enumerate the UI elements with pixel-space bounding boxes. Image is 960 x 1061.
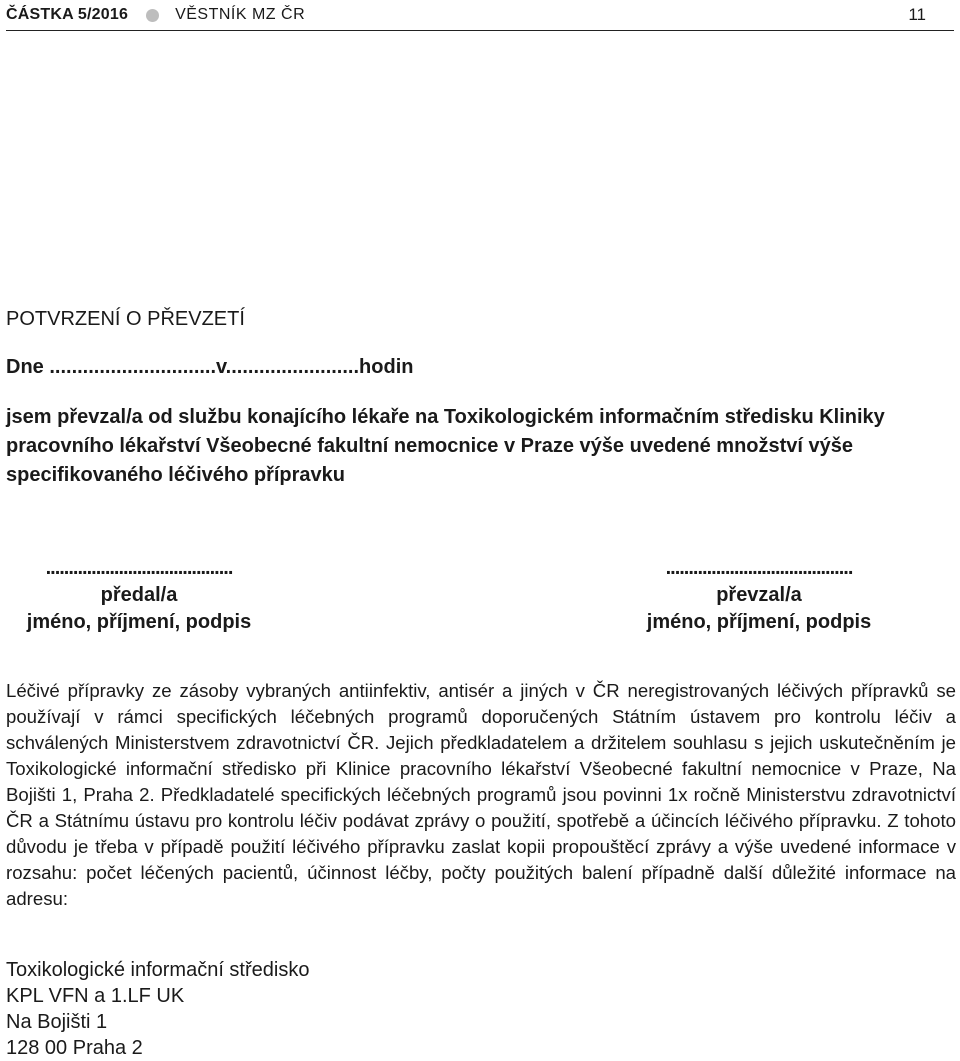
page-number: 11 (908, 5, 926, 24)
signature-line: ......................................... (45, 557, 233, 579)
page-header (6, 0, 926, 30)
signature-role: předal/a (100, 584, 178, 606)
address-line: 128 00 Praha 2 (6, 1037, 143, 1059)
date-line: Dne ..............................v........................hodin (6, 356, 414, 378)
signature-caption: jméno, příjmení, podpis (26, 611, 252, 633)
signature-block-receipt (624, 555, 894, 636)
information-paragraph: Léčivé přípravky ze zásoby vybraných antiinfektiv, antisér a jiných v ČR neregistrovaných léčivých přípravků se používají v rámci specifických léčebných programů doporučených Státním ústavem pro kontrolu léčiv a schválených Ministerstvem zdravotnictví ČR. Jejich předkladatelem a držitelem souhlasu s jejich uskutečněním je Toxikologické informační středisko při Klinice pracovního lékařství Všeobecné fakultní nemocnice v Praze, Na Bojišti 1, Praha 2. Předkladatelé specifických léčebných programů jsou povinni 1x ročně Ministerstvu zdravotnictví ČR a Státnímu ústavu pro kontrolu léčiv podávat zprávy o použití, spotřebě a účincích léčivého přípravku. Z tohoto důvodu je třeba v případě použití léčivého přípravku zaslat kopii propouštěcí zprávy a výše uvedené informace v rozsahu: počet léčených pacientů, účinnost léčby, počty použitých balení případně další důležité informace na adresu: (6, 680, 956, 909)
address-line: Na Bojišti 1 (6, 1011, 108, 1033)
signature-block-handover (6, 555, 272, 636)
signature-role: převzal/a (716, 584, 802, 606)
header-divider (6, 30, 954, 31)
bullet-dot-icon (146, 9, 159, 22)
address-line: Toxikologické informační středisko (6, 959, 310, 981)
issue-label: ČÁSTKA 5/2016 (6, 6, 129, 23)
intro-statement: jsem převzal/a od službu konajícího lékaře na Toxikologickém informačním středisku Kliniky pracovního lékařství Všeobecné fakultní nemocnice v Praze výše uvedené množství výše specifikovaného léčivého přípravku (6, 406, 885, 486)
postal-address (6, 957, 309, 1061)
signature-line: ......................................... (665, 557, 853, 579)
signature-caption: jméno, příjmení, podpis (646, 611, 872, 633)
address-line: KPL VFN a 1.LF UK (6, 985, 185, 1007)
journal-name: VĚSTNÍK MZ ČR (175, 6, 306, 23)
document-title: POTVRZENÍ O PŘEVZETÍ (6, 308, 245, 330)
